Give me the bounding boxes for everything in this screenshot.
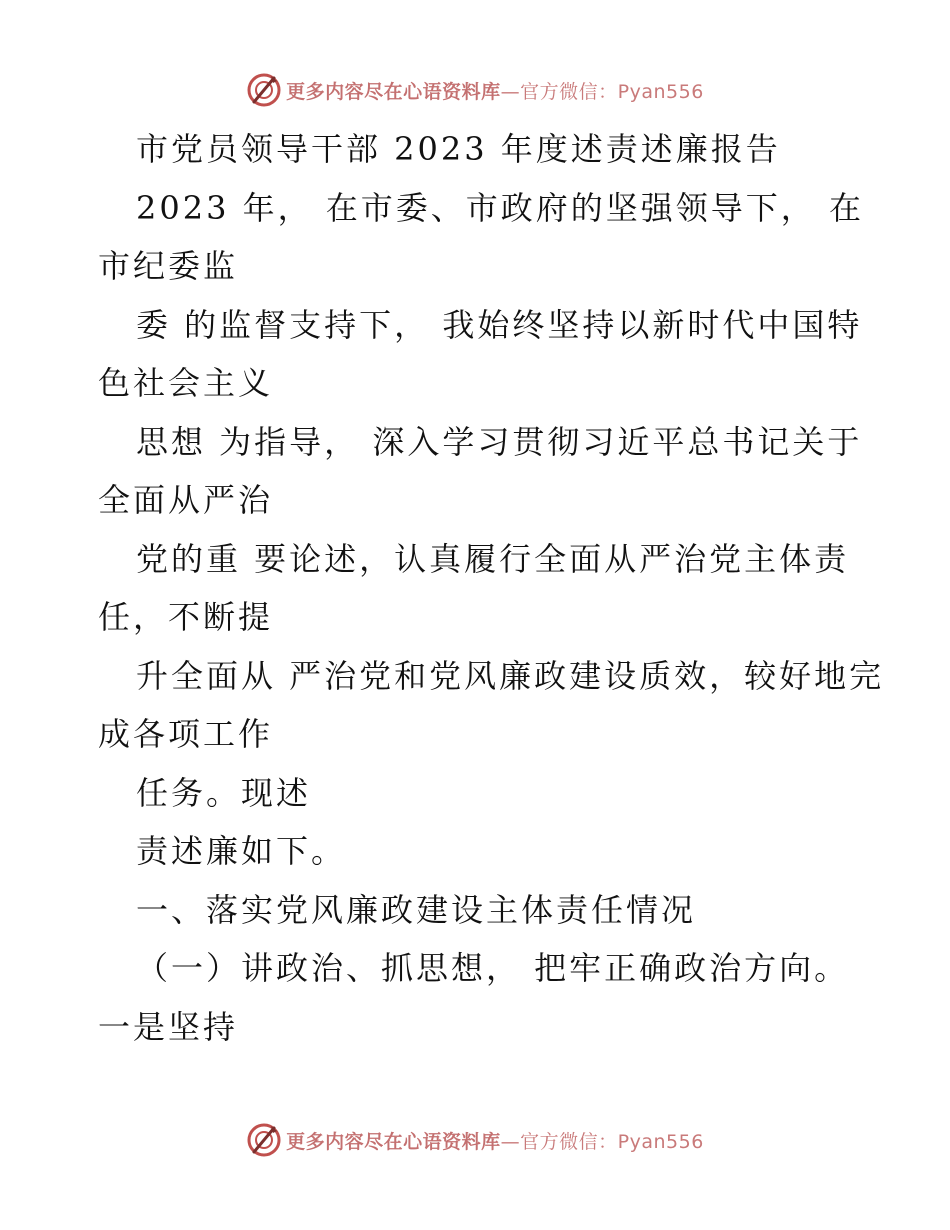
watermark-text xyxy=(286,77,704,104)
watermark-dash: — xyxy=(500,1130,521,1153)
paragraph-line: 全面从严治 xyxy=(98,481,274,519)
paragraph-line: 升全面从 严治党和党风廉政建设质效，较好地完 xyxy=(136,656,885,695)
footer-watermark xyxy=(0,1120,950,1160)
paragraph-line: 任，不断提 xyxy=(98,598,274,636)
watermark-site-name: 更多内容尽在心语资料库 xyxy=(286,1130,501,1153)
paragraph-line: 委 的监督支持下， 我始终坚持以新时代中国特 xyxy=(136,305,863,344)
paragraph-line: 思想 为指导， 深入学习贯彻习近平总书记关于 xyxy=(136,422,863,461)
paragraph-line: 责述廉如下。 xyxy=(136,832,347,870)
subsection-heading: （一）讲政治、抓思想， 把牢正确政治方向。 xyxy=(136,949,850,987)
paragraph-line: 成各项工作 xyxy=(98,715,274,753)
watermark-wechat: 官方微信：Pyan556 xyxy=(520,80,704,103)
watermark-text xyxy=(286,1127,704,1154)
paragraph-line: 一是坚持 xyxy=(98,1007,239,1046)
header-watermark xyxy=(0,70,950,110)
brand-logo-icon xyxy=(246,72,282,108)
watermark-dash: — xyxy=(500,80,521,103)
paragraph-line: 市纪委监 xyxy=(98,247,239,285)
watermark-site-name: 更多内容尽在心语资料库 xyxy=(286,80,501,103)
section-heading: 一、落实党风廉政建设主体责任情况 xyxy=(136,890,697,929)
document-title: 市党员领导干部 2023 年度述责述廉报告 xyxy=(136,130,781,168)
paragraph-line: 色社会主义 xyxy=(98,364,274,402)
paragraph-line: 党的重 要论述，认真履行全面从严治党主体责 xyxy=(136,539,850,578)
paragraph-line: 任务。现述 xyxy=(136,773,312,812)
watermark-wechat: 官方微信：Pyan556 xyxy=(520,1130,704,1153)
document-body xyxy=(98,120,885,1056)
paragraph-line: 2023 年， 在市委、市政府的坚强领导下， 在 xyxy=(136,188,864,227)
brand-logo-icon xyxy=(246,1122,282,1158)
